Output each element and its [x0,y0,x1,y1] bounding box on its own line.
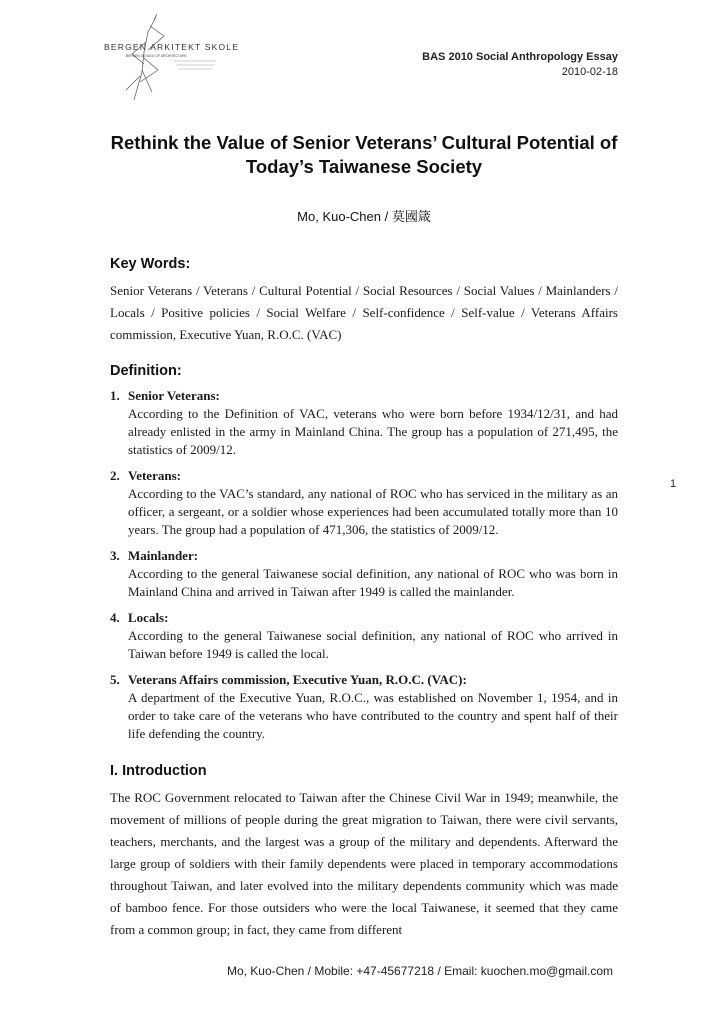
footer-contact: Mo, Kuo-Chen / Mobile: +47-45677218 / Email: kuochen.mo@gmail.com [226,964,614,978]
definition-number: 4. [110,610,120,625]
definition-term: Veterans: [128,468,181,483]
author-name: Mo, Kuo-Chen / 莫國箴 [297,209,431,224]
definition-term: Senior Veterans: [128,388,220,403]
definition-item [110,609,618,663]
definition-text: According to the general Taiwanese social definition, any national of ROC who arrived in Taiwan before 1949 is called the local. [128,628,618,661]
essay-body [110,256,618,941]
title-line-2: Today’s Taiwanese Society [245,156,483,177]
title-line-1: Rethink the Value of Senior Veterans’ Cultural Potential of [110,132,618,153]
essay-date: 2010-02-18 [561,66,618,78]
definition-heading: Definition: [110,363,182,379]
definition-text: According to the general Taiwanese social definition, any national of ROC who was born in Mainland China and arrived in Taiwan after 1949 is called the mainlander. [128,566,618,599]
page-footer [0,964,728,978]
definition-term: Locals: [128,610,169,625]
introduction-text: The ROC Government relocated to Taiwan after the Chinese Civil War in 1949; meanwhile, the movement of millions of people during the great migration to Taiwan, there were civil servants, teachers, merchants, and the largest was a group of the military and dependents. Afterward the large group of soldiers with their family dependents were placed in temporary accommodations throughout Taiwan, and later evolved into the military dependents community which was made of bamboo fence. For those outsiders who were the local Taiwanese, it seemed that they came from a common group; in fact, they came from different [110,790,618,937]
course-name: BAS 2010 Social Anthropology Essay [422,51,618,63]
definition-list [110,387,618,743]
logo-name: BERGEN ARKITEKT SKOLE [104,42,240,52]
definition-text: A department of the Executive Yuan, R.O.C., was established on November 1, 1954, and in order to take care of the veterans who have contributed to the country and spent half of their life defending the country. [128,690,618,741]
definition-item [110,467,618,539]
definition-number: 5. [110,672,120,687]
introduction-heading: I. Introduction [110,763,207,779]
definition-number: 1. [110,388,120,403]
definition-number: 3. [110,548,120,563]
keywords-text: Senior Veterans / Veterans / Cultural Potential / Social Resources / Social Values / Mainlanders / Locals / Positive policies / Social Welfare / Self-confidence / Self-value / Veterans Affairs commission, Executive Yuan, R.O.C. (VAC) [110,283,618,342]
definition-item [110,387,618,459]
definition-number: 2. [110,468,120,483]
definition-term: Veterans Affairs commission, Executive Yuan, R.O.C. (VAC): [128,672,467,687]
logo-sketch-icon [104,12,240,102]
keywords-heading: Key Words: [110,256,191,272]
definition-item [110,547,618,601]
definition-text: According to the VAC’s standard, any national of ROC who has serviced in the military as an officer, a sergeant, or a soldier whose experiences had been accumulated totally more than 10 years. The group had a population of 471,306, the statistics of 2009/12. [128,486,618,537]
definition-term: Mainlander: [128,548,199,563]
school-logo [104,12,240,102]
definition-item [110,671,618,743]
definition-text: According to the Definition of VAC, veterans who were born before 1934/12/31, and had already enlisted in the army in Mainland China. The group has a population of 271,495, the statistics of 2009/12. [128,406,618,457]
essay-title [110,131,618,179]
page-number: 1 [670,478,677,490]
logo-subtitle: BERGEN SCHOOL OF ARCHITECTURE [126,54,187,58]
essay-header [422,50,618,80]
